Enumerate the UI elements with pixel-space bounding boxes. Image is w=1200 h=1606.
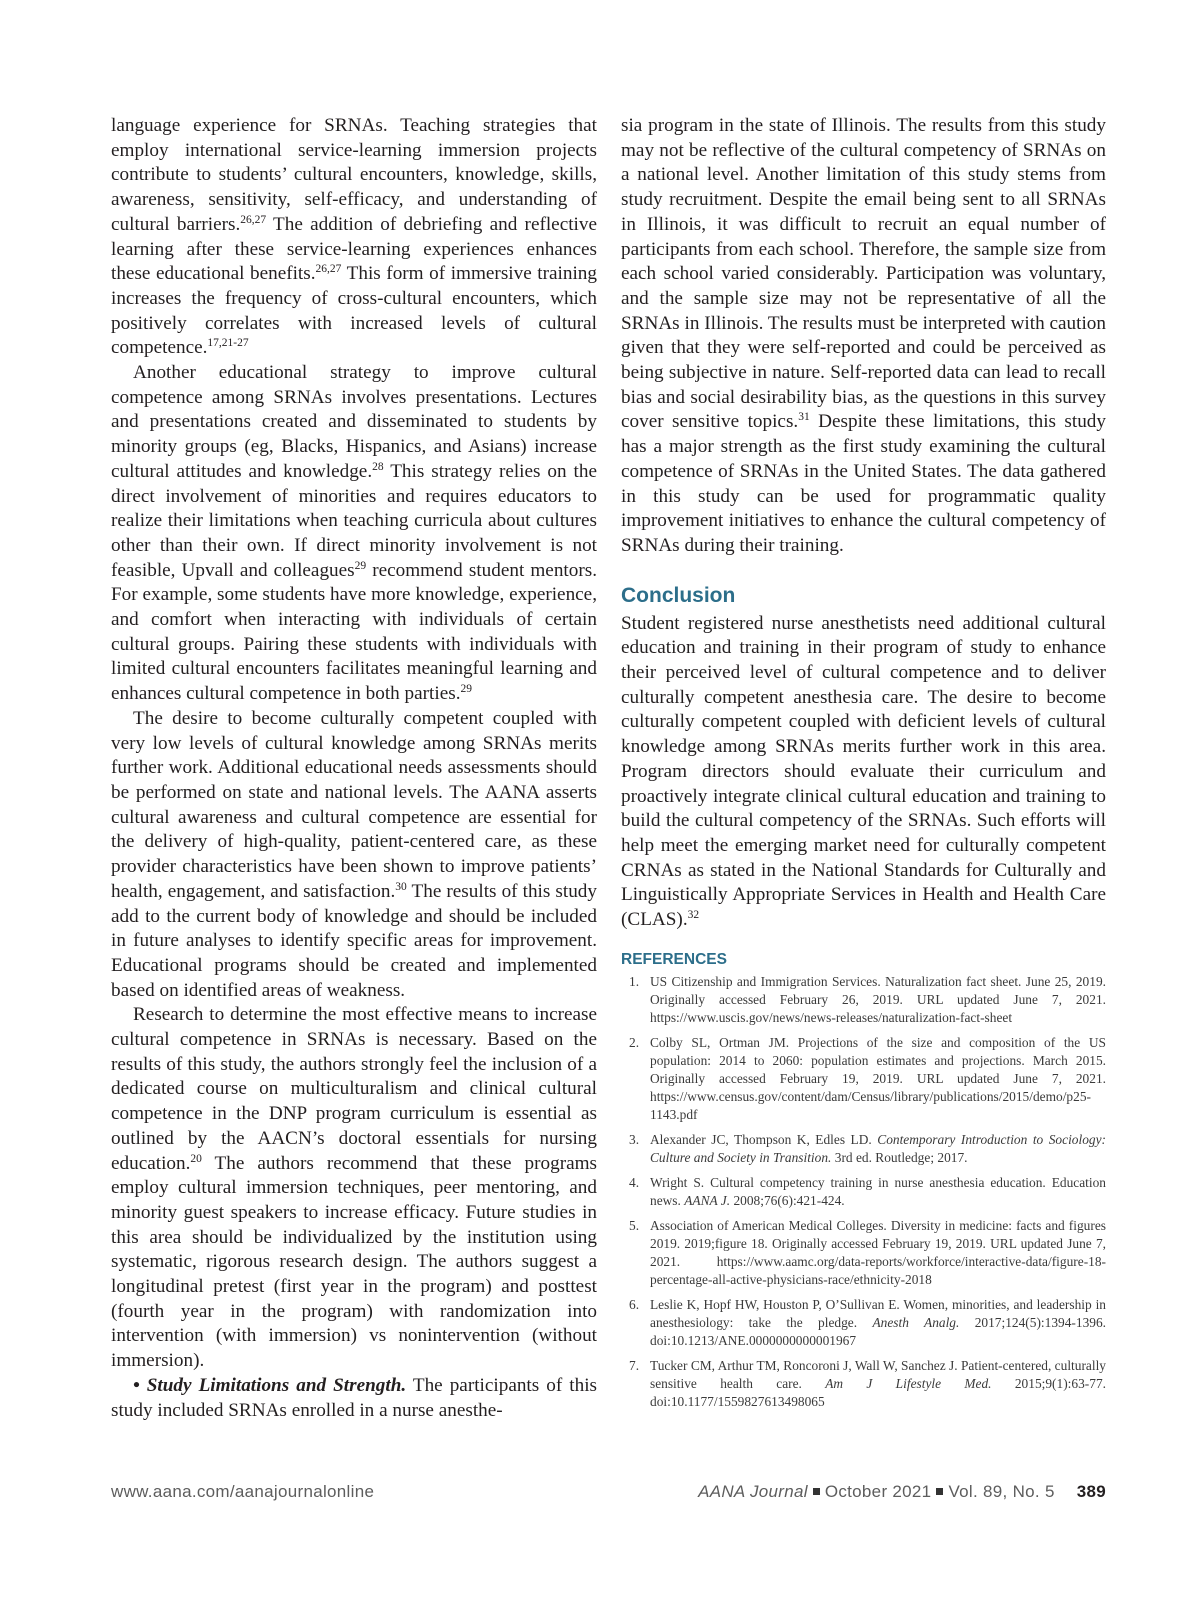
reference-item bbox=[621, 973, 1106, 1027]
reference-text: 3rd ed. Routledge; 2017. bbox=[831, 1149, 968, 1165]
paragraph-text: The authors recommend that these programs employ cultural immersion techniques, peer mentoring, and minority guest speakers to increase efficacy. Future studies in this area should be individualized by the institution using systematic, rigorous research design. The authors suggest a longitudinal pretest (first year in the program) and posttest (fourth year in the program) with randomization into intervention (with immersion) vs nonintervention (without immersion). bbox=[111, 1152, 597, 1372]
reference-number: 4. bbox=[629, 1174, 640, 1190]
reference-text: 2017;124(5):1394-1396. doi:10.1213/ANE.0000000000001967 bbox=[650, 1314, 1107, 1348]
citation-superscript: 17,21-27 bbox=[207, 337, 249, 350]
citation-superscript: 30 bbox=[395, 880, 407, 893]
reference-title: AANA J. bbox=[684, 1192, 731, 1208]
paragraph-text: The desire to become culturally competent coupled with very low levels of cultural knowledge among SRNAs merits further work. Additional educational needs assessments should be performed on state and national levels. The AANA asserts cultural awareness and cultural competence are essential for the delivery of high-quality, patient-centered care, as these provider characteristics have been shown to improve patients’ health, engagement, and satisfaction. bbox=[111, 707, 597, 902]
reference-text: Colby SL, Ortman JM. Projections of the size and composition of the US population: 2014 to 2060: population estimates and projections. March 2015. Originally accessed February 19, 2019. URL updated June 7, 2021. https://www.census.gov/content/dam/Census/library/publications/2015/demo/p25-1143.pdf bbox=[650, 1034, 1106, 1122]
paragraph-text: Another educational strategy to improve cultural competence among SRNAs involves presentations. Lectures and presentations created and disseminated to students by minority groups (eg, Blacks, Hispanics, and Asians) increase cultural attitudes and knowledge. bbox=[111, 362, 597, 482]
paragraph bbox=[111, 1003, 597, 1374]
run-in-heading: • Study Limitations and Strength. bbox=[133, 1374, 407, 1396]
reference-number: 7. bbox=[629, 1357, 640, 1373]
reference-list bbox=[621, 973, 1106, 1411]
square-bullet-icon bbox=[936, 1488, 943, 1495]
paragraph bbox=[111, 707, 597, 1003]
left-column bbox=[111, 114, 597, 1423]
citation-superscript: 20 bbox=[190, 1152, 202, 1165]
journal-url[interactable]: www.aana.com/aanajournalonline bbox=[111, 1482, 375, 1501]
paragraph-text: recommend student mentors. For example, some students have more knowledge, experience, and comfort when interacting with individuals of certain cultural groups. Pairing these students with individuals with limited cultural encounters facilitates meaningful learning and enhances cultural competence in both parties. bbox=[111, 559, 597, 705]
reference-number: 3. bbox=[629, 1131, 640, 1147]
square-bullet-icon bbox=[813, 1488, 820, 1495]
reference-number: 6. bbox=[629, 1296, 640, 1312]
reference-title: Am J Lifestyle Med. bbox=[825, 1375, 992, 1391]
paragraph bbox=[111, 114, 597, 361]
paragraph-text: language experience for SRNAs. Teaching strategies that employ international service-learning immersion projects contribute to students’ cultural encounters, knowledge, skills, awareness, sensitivity, self-efficacy, and understanding of cultural barriers. bbox=[111, 115, 597, 235]
volume-issue: Vol. 89, No. 5 bbox=[948, 1482, 1055, 1501]
reference-number: 1. bbox=[629, 973, 640, 989]
reference-text: Alexander JC, Thompson K, Edles LD. bbox=[650, 1131, 878, 1147]
reference-text: US Citizenship and Immigration Services. Naturalization fact sheet. June 25, 2019. Originally accessed February 26, 2019. URL updated June 7, 2021. https://www.uscis.gov/news/news-releases/naturalization-fact-sheet bbox=[650, 973, 1106, 1025]
page-footer bbox=[111, 1482, 1106, 1506]
references-heading: REFERENCES bbox=[621, 950, 727, 968]
paragraph-text: Student registered nurse anesthetists need additional cultural education and training in their program of study to enhance their perceived level of cultural competence and to deliver culturally competent anesthesia care. The desire to become culturally competent coupled with deficient levels of cultural knowledge among SRNAs merits further work in this area. Program directors should evaluate their curriculum and proactively integrate clinical cultural education and training to build the cultural competency of the SRNAs. Such efforts will help meet the emerging market need for culturally competent CRNAs as stated in the National Standards for Culturally and Linguistically Appropriate Services in Health and Health Care (CLAS). bbox=[621, 612, 1106, 931]
reference-item bbox=[621, 1357, 1106, 1411]
citation-superscript: 32 bbox=[687, 909, 700, 922]
reference-title: Contemporary Introduction to Sociology: Culture and Society in Transition. bbox=[650, 1131, 1106, 1165]
reference-text: Association of American Medical Colleges. Diversity in medicine: facts and figures 2019. 2019;figure 18. Originally accessed February 19, 2019. URL updated June 7, 2021. https://www.aamc.org/data-reports/workforce/interactive-data/figure-18-percentage-all-active-physicians-race/ethnicity-2018 bbox=[650, 1217, 1106, 1287]
footer-citation bbox=[698, 1482, 1106, 1502]
reference-text: 2008;76(6):421-424. bbox=[730, 1192, 845, 1208]
reference-item bbox=[621, 1034, 1106, 1124]
page-number: 389 bbox=[1076, 1482, 1106, 1501]
issue-date: October 2021 bbox=[824, 1482, 932, 1501]
paragraph bbox=[621, 612, 1106, 933]
citation-superscript: 31 bbox=[798, 411, 810, 424]
reference-item bbox=[621, 1131, 1106, 1167]
right-column bbox=[621, 114, 1106, 1418]
citation-superscript: 29 bbox=[354, 559, 367, 572]
reference-number: 5. bbox=[629, 1217, 640, 1233]
paragraph-text: The participants of this study included SRNAs enrolled in a nurse anesthe- bbox=[111, 1374, 597, 1421]
paragraph-text: Research to determine the most effective means to increase cultural competence in SRNAs is necessary. Based on the results of this study, the authors strongly feel the inclusion of a dedicated course on multiculturalism and clinical cultural competence in the DNP program curriculum is essential as outlined by the AACN’s doctoral essentials for nursing education. bbox=[111, 1004, 597, 1174]
journal-name: AANA Journal bbox=[698, 1482, 808, 1501]
reference-item bbox=[621, 1217, 1106, 1289]
paragraph-text: The addition of debriefing and reflective learning after these service-learning experiences enhances these educational benefits. bbox=[111, 213, 597, 285]
reference-title: Anesth Analg. bbox=[872, 1314, 960, 1330]
reference-item bbox=[621, 1296, 1106, 1350]
paragraph-text: sia program in the state of Illinois. The results from this study may not be reflective of the cultural competency of SRNAs on a national level. Another limitation of this study stems from study recruitment. Despite the email being sent to all SRNAs in Illinois, it was difficult to recruit an equal number of participants from each school. Therefore, the sample size from each school varied considerably. Participation was voluntary, and the sample size may not be representative of all the SRNAs in Illinois. The results must be interpreted with caution given that they were self-reported and could be perceived as being subjective in nature. Self-reported data can lead to recall bias and social desirability bias, as the questions in this survey cover sensitive topics. bbox=[621, 115, 1106, 433]
reference-text: Wright S. Cultural competency training in nurse anesthesia education. Education news. bbox=[650, 1174, 1106, 1208]
citation-superscript: 29 bbox=[460, 683, 472, 696]
paragraph bbox=[621, 114, 1106, 559]
reference-text: Tucker CM, Arthur TM, Roncoroni J, Wall W, Sanchez J. Patient-centered, culturally sensitive health care. bbox=[650, 1357, 1106, 1391]
paragraph-text: Despite these limitations, this study has a major strength as the first study examining the cultural competence of SRNAs in the United States. The data gathered in this study can be used for programmatic quality improvement initiatives to enhance the cultural competency of SRNAs during their training. bbox=[621, 411, 1106, 556]
paragraph-text: This strategy relies on the direct involvement of minorities and requires educators to realize their limitations when teaching curricula about cultures other than their own. If direct minority involvement is not feasible, Upvall and colleagues bbox=[111, 460, 597, 581]
reference-text: 2015;9(1):63-77. doi:10.1177/1559827613498065 bbox=[650, 1375, 1106, 1409]
reference-number: 2. bbox=[629, 1034, 640, 1050]
paragraph-text: The results of this study add to the current body of knowledge and should be included in future analyses to identify specific areas for improvement. Educational programs should be created and implemented based on identified areas of weakness. bbox=[111, 880, 597, 1001]
section-heading-conclusion: Conclusion bbox=[621, 583, 736, 607]
paragraph-text: This form of immersive training increases the frequency of cross-cultural encounters, which positively correlates with increased levels of cultural competence. bbox=[111, 263, 597, 359]
paragraph bbox=[111, 361, 597, 707]
paragraph bbox=[111, 1374, 597, 1423]
reference-item bbox=[621, 1174, 1106, 1210]
citation-superscript: 26,27 bbox=[315, 263, 342, 276]
reference-text: Leslie K, Hopf HW, Houston P, O’Sullivan E. Women, minorities, and leadership in anesthesiology: take the pledge. bbox=[650, 1296, 1106, 1330]
citation-superscript: 26,27 bbox=[240, 213, 267, 226]
citation-superscript: 28 bbox=[372, 460, 384, 473]
